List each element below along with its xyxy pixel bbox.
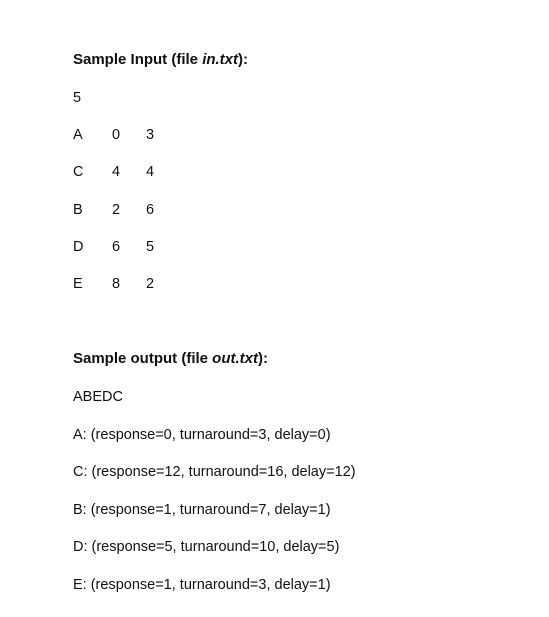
arrival-time: 2 xyxy=(112,202,121,218)
heading-text: Sample Input (file xyxy=(73,51,203,68)
output-line: D: (response=5, turnaround=10, delay=5) xyxy=(73,539,340,555)
output-line: C: (response=12, turnaround=16, delay=12) xyxy=(73,464,356,480)
process-name: E xyxy=(73,276,83,292)
output-line: A: (response=0, turnaround=3, delay=0) xyxy=(73,427,331,443)
burst-time: 5 xyxy=(146,239,155,255)
arrival-time: 4 xyxy=(112,164,121,180)
burst-time: 6 xyxy=(146,202,155,218)
burst-time: 4 xyxy=(146,164,155,180)
arrival-time: 0 xyxy=(112,127,121,143)
input-count: 5 xyxy=(73,90,82,106)
sample-input-heading xyxy=(73,50,248,70)
heading-text: ): xyxy=(258,350,268,367)
process-name: B xyxy=(73,202,83,218)
arrival-time: 8 xyxy=(112,276,121,292)
heading-filename: in.txt xyxy=(202,51,239,68)
process-name: A xyxy=(73,127,83,143)
heading-filename: out.txt xyxy=(212,350,258,367)
process-name: C xyxy=(73,164,84,180)
sample-output-heading xyxy=(73,349,268,369)
output-line: E: (response=1, turnaround=3, delay=1) xyxy=(73,577,331,593)
output-line: B: (response=1, turnaround=7, delay=1) xyxy=(73,502,331,518)
output-order: ABEDC xyxy=(73,389,123,405)
heading-text: ): xyxy=(238,51,249,68)
heading-text: Sample output (file xyxy=(73,350,213,367)
arrival-time: 6 xyxy=(112,239,121,255)
burst-time: 3 xyxy=(146,127,155,143)
burst-time: 2 xyxy=(146,276,155,292)
process-name: D xyxy=(73,239,84,255)
